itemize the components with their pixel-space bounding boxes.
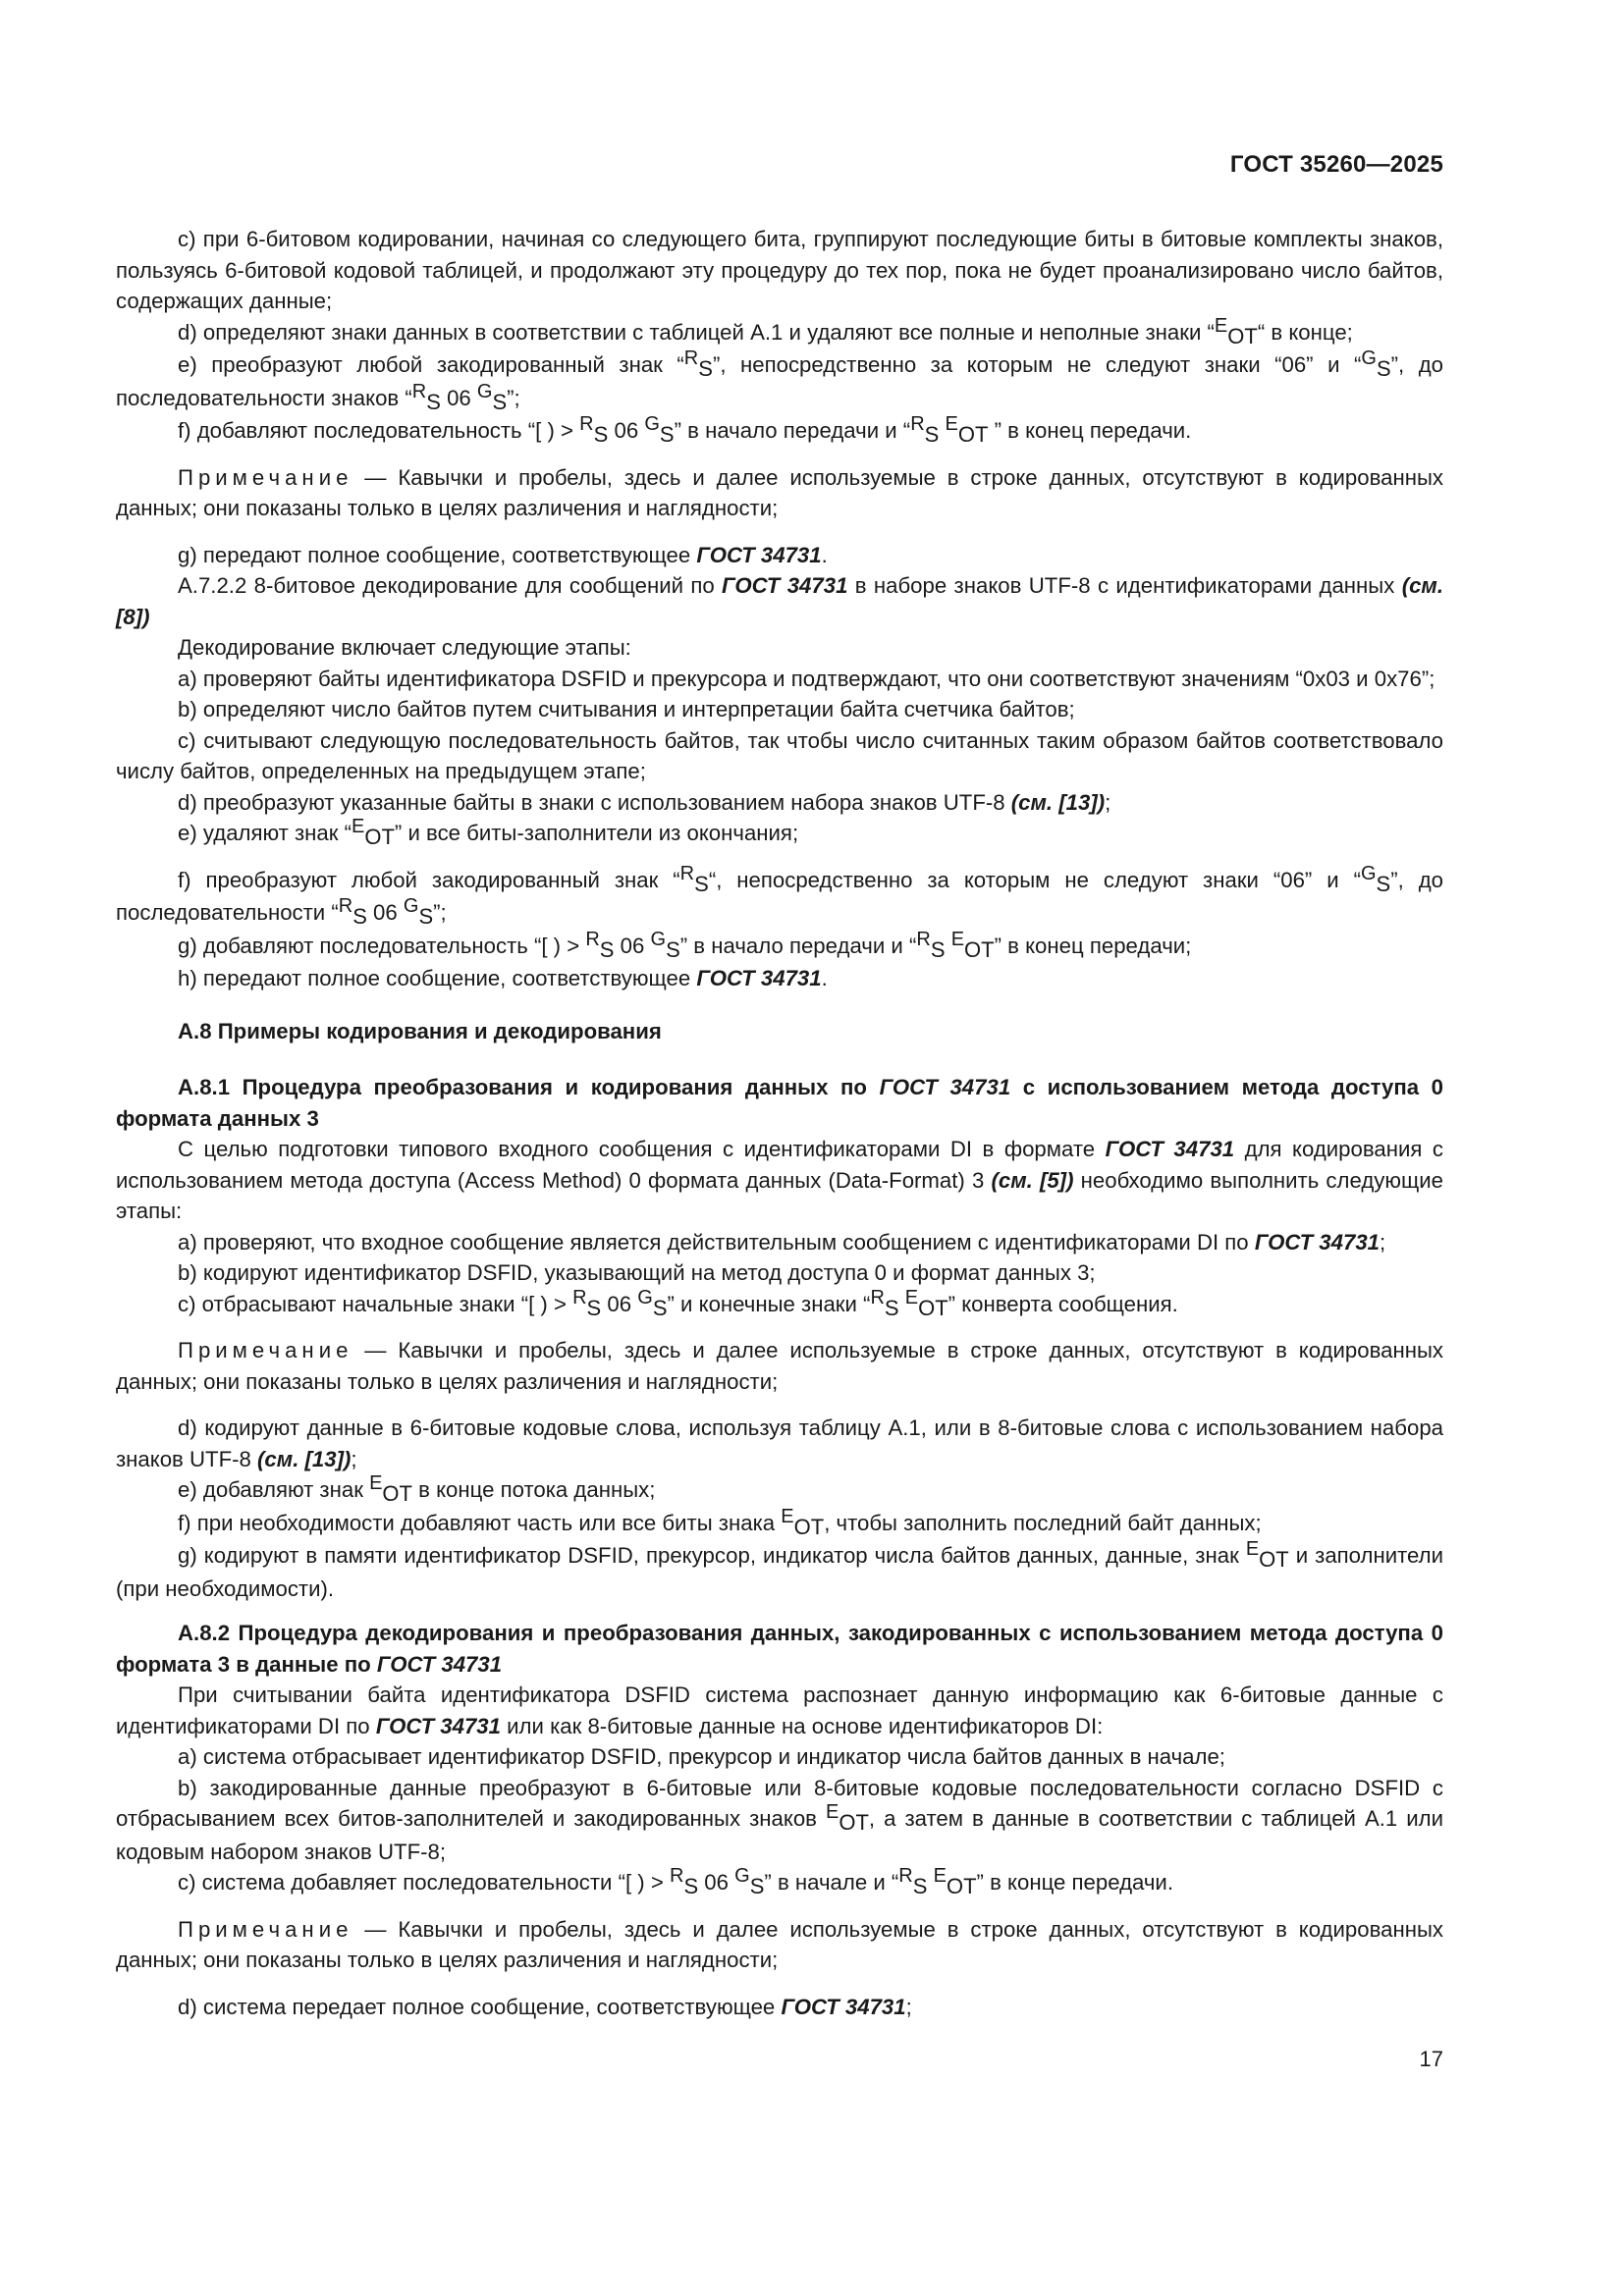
paragraph-f-sequence: f) добавляют последовательность “[ ) > RS 06 GS” в начало передачи и “RS EOT ” в конец передачи. — [178, 413, 1192, 447]
eot-symbol: EOT — [945, 413, 989, 447]
paragraph-e-remove: e) удаляют знак “EOT” и все биты-заполнители из окончания; — [178, 816, 799, 849]
paragraph-f-convert: f) преобразуют любой закодированный знак “RS“, непосредственно за которым не следуют знаки “06” и “GS”, до последовательности “RS 06 GS”; — [116, 862, 1443, 929]
subsection-heading-a81: А.8.1 Процедура преобразования и кодирования данных по ГОСТ 34731 с использованием метода доступа 0 формата данных 3 — [116, 1075, 1444, 1131]
rs-symbol: RS — [572, 1286, 602, 1320]
section-heading-a8: А.8 Примеры кодирования и декодирования — [178, 1018, 662, 1043]
paragraph-c-read: c) считывают следующую последовательность байтов, так чтобы число считанных таким образом байтов соответствовало числу байтов, определенных на предыдущем этапе; — [116, 727, 1443, 783]
rs-symbol: RS — [669, 1865, 699, 1898]
rs-symbol: RS — [579, 413, 609, 447]
paragraph-a-dsfid: a) проверяют байты идентификатора DSFID и прекурсора и подтверждают, что они соответствуют значениям “0x03 и 0x76”; — [178, 666, 1435, 691]
paragraph-a722: А.7.2.2 8-битовое декодирование для сообщений по ГОСТ 34731 в наборе знаков UTF-8 с идентификаторами данных (см. [8]) — [116, 573, 1443, 629]
rs-symbol: RS — [910, 413, 940, 447]
eot-symbol: EOT — [352, 816, 395, 849]
gs-symbol: GS — [644, 413, 675, 447]
paragraph-a82-d: d) система передает полное сообщение, соответствующее ГОСТ 34731; — [178, 1994, 912, 2019]
eot-symbol: EOT — [1214, 314, 1258, 348]
paragraph-e-rs: e) преобразуют любой закодированный знак “RS”, непосредственно за которым не следуют знаки “06” и “GS”, до последовательности знаков “RS 06 GS”; — [116, 347, 1443, 414]
eot-symbol: EOT — [933, 1865, 977, 1898]
standard-header: ГОСТ 35260—2025 — [1229, 151, 1443, 178]
paragraph-a81-g: g) кодируют в памяти идентификатор DSFID, прекурсор, индикатор числа байтов данных, данные, знак EOT и заполнители (при необходимости). — [116, 1538, 1443, 1601]
paragraph-a81-f: f) при необходимости добавляют часть или все биты знака EOT, чтобы заполнить последний байт данных; — [178, 1505, 1262, 1539]
rs-symbol: RS — [338, 895, 367, 929]
subsection-heading-a82: А.8.2 Процедура декодирования и преобразования данных, закодированных с использованием метода доступа 0 формата 3 в данные по ГОСТ 34731 — [116, 1621, 1443, 1677]
paragraph-a82-c: c) система добавляет последовательности “[ ) > RS 06 GS” в начале и “RS EOT” в конце передачи. — [178, 1865, 1173, 1898]
paragraph-a81-c: c) отбрасывают начальные знаки “[ ) > RS 06 GS” и конечные знаки “RS EOT” конверта сообщения. — [178, 1286, 1178, 1320]
note-1: Примечание — Кавычки и пробелы, здесь и далее используемые в строке данных, отсутствуют в кодированных данных; они показаны только в целях различения и наглядности; — [116, 464, 1443, 520]
paragraph-a82-a: a) система отбрасывает идентификатор DSFID, прекурсор и индикатор числа байтов данных в начале; — [178, 1744, 1225, 1769]
gs-symbol: GS — [1361, 347, 1391, 381]
gs-symbol: GS — [1360, 862, 1391, 896]
paragraph-h-transmit: h) передают полное сообщение, соответствующее ГОСТ 34731. — [178, 966, 828, 990]
note-2: Примечание — Кавычки и пробелы, здесь и далее используемые в строке данных, отсутствуют в кодированных данных; они показаны только в целях различения и наглядности; — [116, 1338, 1443, 1394]
note-3: Примечание — Кавычки и пробелы, здесь и далее используемые в строке данных, отсутствуют в кодированных данных; они показаны только в целях различения и наглядности; — [116, 1916, 1443, 1972]
gs-symbol: GS — [403, 895, 434, 929]
rs-symbol: RS — [916, 928, 946, 962]
paragraph-d-utf8: d) преобразуют указанные байты в знаки с использованием набора знаков UTF-8 (см. [13]); — [178, 789, 1111, 815]
paragraph-a82-b: b) закодированные данные преобразуют в 6-битовые или 8-битовые кодовые последовательности согласно DSFID с отбрасыванием всех битов-заполнителей и закодированных знаков EOT, а затем в данные в соответствии с таблицей А.1 или кодовым набором знаков UTF-8; — [116, 1775, 1444, 1864]
eot-symbol: EOT — [950, 928, 995, 962]
paragraph-a81-e: e) добавляют знак EOT в конце потока данных; — [178, 1472, 656, 1506]
paragraph-g-add: g) добавляют последовательность “[ ) > RS 06 GS” в начало передачи и “RS EOT” в конец передачи; — [178, 928, 1192, 962]
eot-symbol: EOT — [825, 1801, 869, 1835]
paragraph-b-bytecount: b) определяют число байтов путем считывания и интерпретации байта счетчика байтов; — [178, 697, 1075, 721]
paragraph-a81-intro: С целью подготовки типового входного сообщения с идентификаторами DI в формате ГОСТ 34731 для кодирования с использованием метода доступа (Access Method) 0 формата данных (Data-Format) 3 (см. [5]) необходимо выполнить следующие этапы: — [116, 1137, 1443, 1223]
paragraph-a81-b: b) кодируют идентификатор DSFID, указывающий на метод доступа 0 и формат данных 3; — [178, 1260, 1096, 1285]
rs-symbol: RS — [679, 862, 709, 896]
document-body — [116, 224, 1443, 2022]
gs-symbol: GS — [734, 1865, 765, 1898]
page-number: 17 — [1419, 2047, 1443, 2071]
paragraph-decoding-intro: Декодирование включает следующие этапы: — [178, 635, 631, 660]
gs-symbol: GS — [637, 1286, 668, 1320]
eot-symbol: EOT — [904, 1286, 948, 1320]
eot-symbol: EOT — [781, 1505, 825, 1539]
rs-symbol: RS — [870, 1286, 899, 1320]
rs-symbol: RS — [683, 347, 713, 381]
paragraph-g-transmit: g) передают полное сообщение, соответствующее ГОСТ 34731. — [178, 542, 828, 567]
paragraph-a81-d: d) кодируют данные в 6-битовые кодовые слова, используя таблицу А.1, или в 8-битовые слова с использованием набора знаков UTF-8 (см. [13]); — [116, 1415, 1443, 1471]
rs-symbol: RS — [411, 380, 441, 414]
paragraph-c-6bit: c) при 6-битовом кодировании, начиная со следующего бита, группируют последующие биты в битовые комплекты знаков, пользуясь 6-битовой кодовой таблицей, и продолжают эту процедуру до тех пор, пока не будет проанализировано число байтов, содержащих данные; — [116, 227, 1443, 313]
eot-symbol: EOT — [1245, 1538, 1289, 1572]
eot-symbol: EOT — [369, 1472, 412, 1506]
paragraph-a82-intro: При считывании байта идентификатора DSFID система распознает данную информацию как 6-битовые данные с идентификаторами DI по ГОСТ 34731 или как 8-битовые данные на основе идентификаторов DI: — [116, 1682, 1443, 1738]
gs-symbol: GS — [476, 380, 508, 414]
rs-symbol: RS — [585, 928, 615, 962]
paragraph-a81-a: a) проверяют, что входное сообщение является действительным сообщением с идентификаторами DI по ГОСТ 34731; — [178, 1229, 1386, 1255]
paragraph-d-eot: d) определяют знаки данных в соответствии с таблицей А.1 и удаляют все полные и неполные знаки “EOT“ в конце; — [178, 314, 1353, 348]
gs-symbol: GS — [650, 928, 680, 962]
rs-symbol: RS — [898, 1865, 928, 1898]
